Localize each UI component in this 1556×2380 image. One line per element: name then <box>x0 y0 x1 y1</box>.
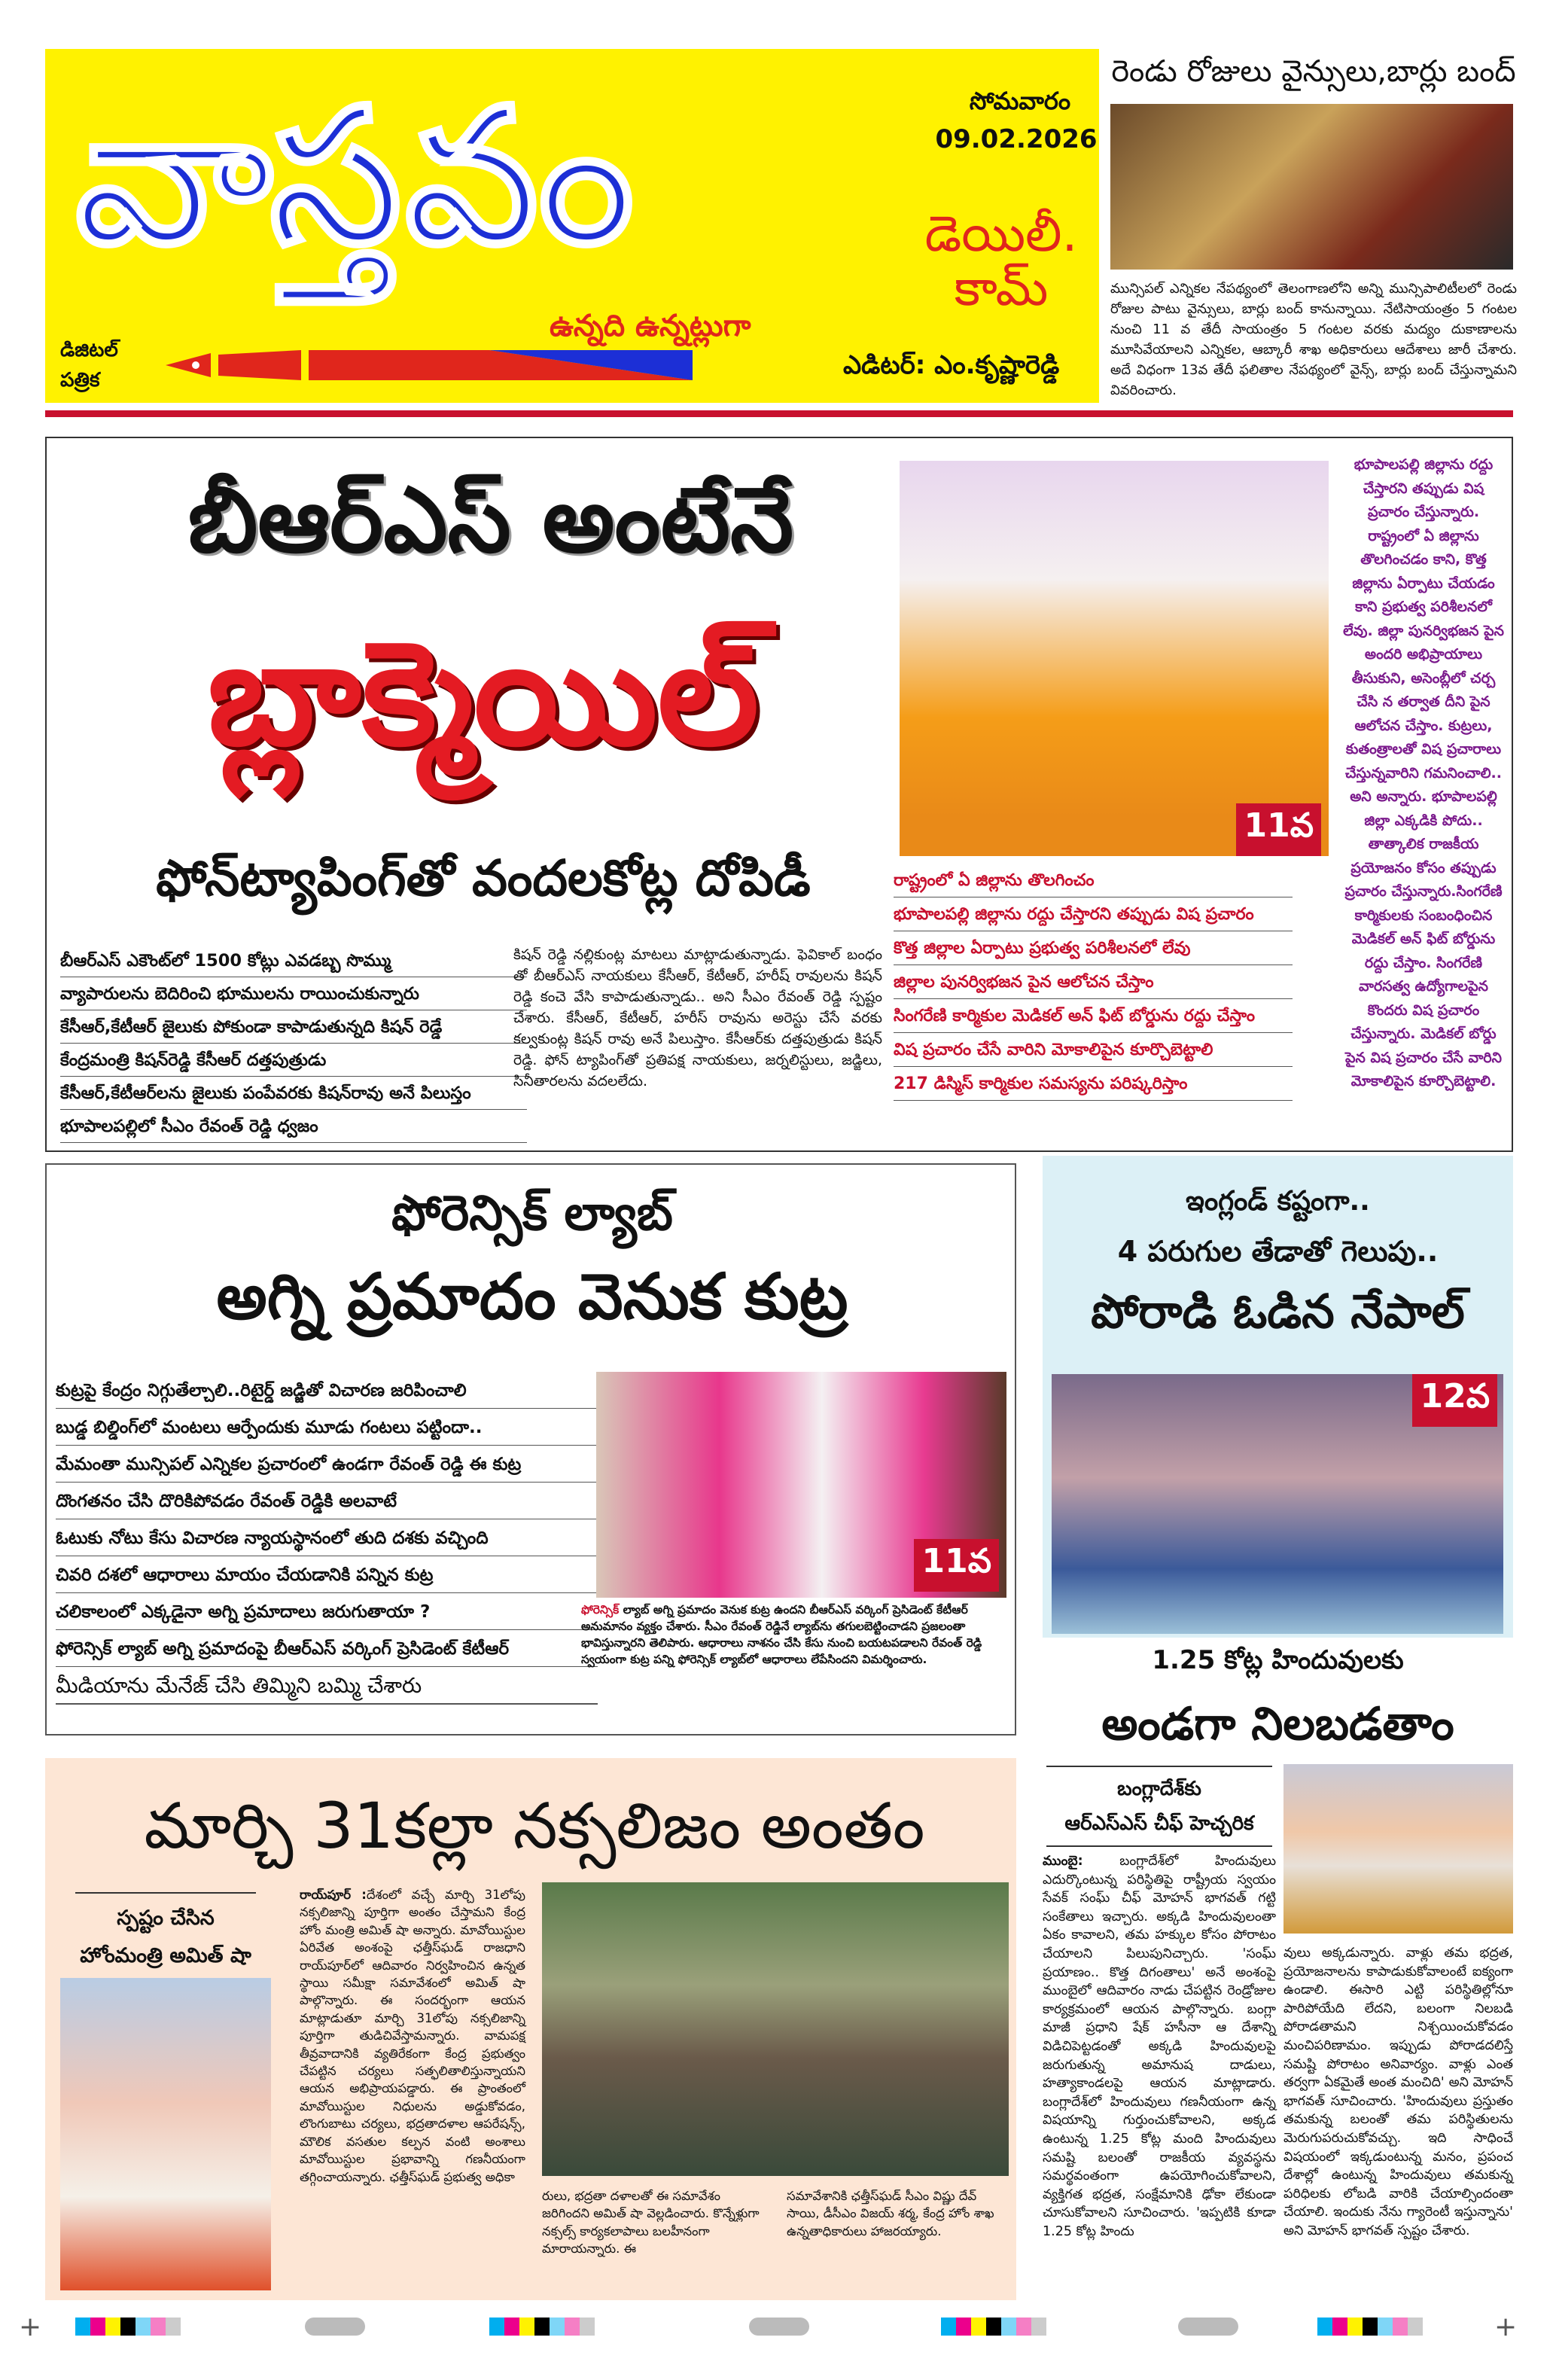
newspaper-logo: వాస్తవం <box>75 67 638 286</box>
lead-subhead: ఫోన్‌ట్యాపింగ్‌తో వందలకోట్ల దోపిడీ <box>156 849 811 907</box>
caption-lead: ఫోరెన్సిక్ <box>581 1603 620 1617</box>
naxal-story <box>45 1758 1016 2300</box>
lead-headline-2: బ్లాక్మెయిల్ <box>207 611 760 777</box>
cricket-headline-1: ఇంగ్లండ్ కష్టంగా.. <box>1186 1186 1370 1217</box>
rss-body-col-1 <box>1043 1852 1276 2241</box>
list-item: జిల్లాల పునర్విభజన పైన ఆలోచన చేస్తాం <box>894 965 1293 999</box>
page-badge: 12వ <box>1412 1374 1497 1427</box>
list-item: రాష్ట్రంలో ఏ జిల్లాను తొలగించం <box>894 864 1293 897</box>
forensic-headline-1: ఫోరెన్సిక్ ల్యాబ్ <box>391 1186 673 1242</box>
forensic-headline-2: అగ్ని ప్రమాదం వెనుక కుట్ర <box>216 1260 848 1333</box>
security-forces-photo <box>542 1882 1009 2176</box>
page-badge: 11వ <box>914 1539 999 1592</box>
mohan-bhagwat-photo <box>1283 1764 1513 1934</box>
body-text: దేశంలో వచ్చే మార్చి 31లోపు నక్సలిజాన్ని పూర్తిగా అంతం చేస్తామని కేంద్ర హోం మంత్రి అమిత్ షా అన్నారు. మావోయిస్టుల ఏరివేత అంశంపై ఛత్తీస్‌ఘడ్ రాజధాని రాయ్‌పూర్‌లో ఆదివారం నిర్వహించిన ఉన్నత స్థాయి సమీక్షా సమావేశంలో అమిత్ షా పాల్గొన్నారు. ఈ సందర్భంగా ఆయన మాట్లాడుతూ మార్చి 31లోపు నక్సలిజాన్ని పూర్తిగా తుడిచివేస్తామన్నారు. వామపక్ష తీవ్రవాదానికి వ్యతిరేకంగా కేంద్ర ప్రభుత్వం చేపట్టిన చర్యలు సత్ఫలితాలిస్తున్నాయని ఆయన అభిప్రాయపడ్డారు. ఈ ప్రాంతంలో మావోయిస్టుల నిధులను అడ్డుకోవడం, లొంగుబాటు చర్యలు, భద్రతాదళాల ఆపరేషన్స్, మౌలిక వసతుల కల్పన వంటి అంశాలు మావోయిస్టుల ప్రభావాన్ని గణనీయంగా తగ్గించాయన్నారు. ఛత్తీస్‌ఘడ్ ప్రభుత్వ అధికా <box>300 1888 526 2184</box>
list-item: మీడియాను మేనేజ్ చేసి తిమ్మిని బమ్మి చేశారు <box>56 1667 598 1705</box>
masthead <box>45 49 1099 403</box>
body-text: బంగ్లాదేశ్‌లో హిందువులు ఎదుర్కొంటున్న పరిస్థితిపై రాష్ట్రీయ స్వయం సేవక్ సంఘ్ చీఫ్ మోహన్ భాగవత్ గట్టి సంకేతాలు ఇచ్చారు. అక్కడి హిందువులంతా ఏకం కావాలని, తమ హక్కుల కోసం పోరాటం చేయాలని పిలుపునిచ్చారు. 'సంఘ్ ప్రయాణం.. కొత్త దిగంతాలు' అనే అంశంపై ముంబైలో ఆదివారం నాడు చేపట్టిన రెండ్రోజుల కార్యక్రమంలో ఆయన పాల్గొన్నారు. బంగ్లా మాజీ ప్రధాని షేక్ హసీనా ఆ దేశాన్ని విడిచిపెట్టడంతో అక్కడి హిందువులపై జరుగుతున్న అమానుష దాడులు, హత్యాకాండలపై ఆయన మాట్లాడారు. బంగ్లాదేశ్‌లో హిందువులు గణనీయంగా ఉన్న విషయాన్ని గుర్తుంచుకోవాలని, అక్కడ ఉంటున్న 1.25 కోట్ల మంది హిందువులు సమష్టి బలంతో రాజకీయ వ్యవస్థను సమర్థవంతంగా ఉపయోగించుకోవాలని, వ్యక్తిగత భద్రత, సంక్షేమానికి ఢోకా లేకుండా చూసుకోవాలని సూచించారు. 'ఇప్పటికి కూడా 1.25 కోట్ల హిందు <box>1043 1854 1276 2239</box>
lead-sidebar-text: భూపాలపల్లి జిల్లాను రద్దు చేస్తారని తప్పుడు విష ప్రచారం చేస్తున్నారు. రాష్ట్రంలో ఏ జిల్లాను తొలగించడం కాని, కొత్త జిల్లాను ఏర్పాటు చేయడం కాని ప్రభుత్వ పరిశీలనలో లేవు. జిల్లా పునర్విభజన పైన అందరి అభిప్రాయాలు తీసుకుని, అసెంబ్లీలో చర్చ చేసి న తర్వాత దీని పైన ఆలోచన చేస్తాం. కుట్రలు, కుతంత్రాలతో విష ప్రచారాలు చేస్తున్నవారిని గమనించాలి.. అని అన్నారు. భూపాలపల్లి జిల్లా ఎక్కడికి పోదు.. తాత్కాలిక రాజకీయ ప్రయోజనం కోసం తప్పుడు ప్రచారం చేస్తున్నారు.సింగరేణి కార్మికులకు సంబంధించిన మెడికల్ అన్ ఫిట్ బోర్డును రద్దు చేస్తాం. సింగరేణి వారసత్వ ఉద్యోగాలపైన కొందరు విష ప్రచారం చేస్తున్నారు. మెడికల్ బోర్డు పైన విష ప్రచారం చేసే వారిని మోకాలిపైన కూర్చొబెట్టాలి. <box>1343 456 1504 1089</box>
color-bar <box>75 2318 181 2336</box>
lead-red-bullets <box>894 864 1293 1101</box>
liquor-bottles-photo <box>1110 104 1513 270</box>
list-item: కొత్త జిల్లాల ఏర్పాటు ప్రభుత్వ పరిశీలనలో లేవు <box>894 931 1293 965</box>
rss-headline-2: అండగా నిలబడతాం <box>1101 1698 1454 1751</box>
list-item: భూపాలపల్లిలో సీఎం రేవంత్ రెడ్డి ధ్వజం <box>60 1110 527 1143</box>
color-bar <box>1317 2318 1423 2336</box>
website-label: డెయిలీ. కామ్ <box>924 205 1078 317</box>
list-item: వ్యాపారులను బెదిరించి భూములను రాయించుకున్నారు <box>60 977 527 1010</box>
dateline: రాయ్‌పూర్ : <box>300 1888 367 1902</box>
page-badge: 11వ <box>1236 803 1321 856</box>
rss-body-col-2: వులు అక్కడున్నారు. వాళ్లు తమ భద్రత, ప్రయోజనాలను కాపాడుకుకోవాలంటే ఐక్యంగా ఉండాలి. ఈసారి ఎట్టి పరిస్థితిల్లోనూ పారిపోయేది లేదని, బలంగా నిలబడి పోరాడతామని నిశ్చయించుకోవడం మంచిపరిణామం. ఇప్పుడు పోరాడదలిస్తే సమష్టి పోరాటం అనివార్యం. వాళ్లు ఎంత తర్వగా ఏకమైతే అంత మంచిది' అని మోహన్ భాగవత్ సూచించారు. 'హిందువులు ప్రస్తుతం తమకున్న బలంతో తమ పరిస్థితులను మెరుగుపరుచుకోవచ్చు. ఇది సాధించే విషయంలో ఇక్కడుంటున్న మనం, ప్రపంచ దేశాల్లో ఉంటున్న హిందువులు తమకున్న పరిధిలకు లోబడి వారికి చేయాల్సిందంతా చేయాలి. ఇందుకు నేను గ్యారెంటీ ఇస్తున్నాను' అని మోహన్ భాగవత్ స్పష్టం చేశారు. <box>1283 1946 1513 2238</box>
lead-headline-1: బీఆర్ఎస్ అంటేనే <box>187 468 794 573</box>
digital-paper-label: డిజిటల్ పత్రిక <box>60 339 118 392</box>
naxal-body <box>300 1886 525 2186</box>
weekday: సోమవారం <box>969 87 1071 115</box>
registration-mark-icon: + <box>1494 2311 1518 2342</box>
cm-rally-photo <box>900 461 1329 856</box>
cricket-headline-2: 4 పరుగుల తేడాతో గెలుపు.. <box>1117 1235 1439 1268</box>
lead-bullets <box>60 944 527 1143</box>
cricket-headline-3: పోరాడి ఓడిన నేపాల్ <box>1091 1284 1465 1339</box>
rss-sub-1: బంగ్లాదేశ్‌కు <box>1117 1778 1201 1800</box>
liquor-ban-headline: రెండు రోజులు వైన్సులు,బార్లు బంద్ <box>1111 54 1516 89</box>
rss-subhead <box>1046 1766 1272 1847</box>
list-item: కేసీఆర్,కేటీఆర్‌లను జైలుకు పంపేవరకు కిషన్‌రావు అనే పిలుస్తం <box>60 1077 527 1110</box>
naxal-sub-2: హోంమంత్రి అమిత్ షా <box>80 1944 251 1967</box>
registration-pill <box>749 2318 809 2336</box>
lead-body: కిషన్ రెడ్డి నల్లికుంట్ల మాటలు మాట్లాడుతున్నాడు. ఫెవికాల్ బంధం తో బీఆర్ఎస్ నాయకులు కేసీఆర్, కేటీఆర్, హరీష్ రావులను కిషన్ రెడ్డి కంచె వేసి కాపాడుతున్నాడు.. అని సీఎం రేవంత్ రెడ్డి స్పష్టం చేశారు. కేసీఆర్, కేటీఆర్, హరీస్ రావును అరెస్టు చేసే వరకు కల్వకుంట్ల కిషన్ రావు అనే పిలుస్తాం. కేసీఆర్‌కు దత్తపుత్రుడు కిషన్ రెడ్డి. ఫోన్ ట్యాపింగ్‌తో ప్రతిపక్ష నాయకులు, జర్నలిస్టులు, జడ్జిలు, సినీతారలను వదలలేదు. <box>513 946 882 1089</box>
list-item: చలికాలంలో ఎక్కడైనా అగ్ని ప్రమాదాలు జరుగుతాయా ? <box>56 1593 598 1630</box>
list-item: కేసీఆర్,కేటీఆర్ జైలుకు పోకుండా కాపాడుతున్నది కిషన్ రెడ్డే <box>60 1010 527 1044</box>
naxal-body-cont-2: సమావేశానికి ఛత్తీస్‌ఘడ్ సీఎం విష్ణు దేవ్ సాయి, డీసీఎం విజయ్ శర్మ, కేంద్ర హోం శాఖ ఉన్నతాధికారులు హాజరయ్యారు. <box>787 2189 994 2238</box>
rss-sub-2: ఆర్ఎస్ఎస్ చీఫ్ హెచ్చరిక <box>1064 1812 1254 1835</box>
caption-text: ల్యాబ్ అగ్ని ప్రమాదం వెనుక కుట్ర ఉందని బీఆర్ఎస్ వర్కింగ్ ప్రెసిడెంట్ కేటీఆర్ అనుమానం వ్యక్తం చేశారు. సీఎం రేవంత్ రెడ్డినే ల్యాబ్‌ను తగులబెట్టించాడని ప్రజలంతా భావిస్తున్నారని తెలిపారు. ఆధారాలు నాశనం చేసి కేసు నుంచి బయటపడాలని రేవంత్ రెడ్డి స్వయంగా కుట్ర పన్ని ఫోరెన్సిక్ ల్యాబ్‌లో ఆధారాలు లేపేసిందని విమర్శించారు. <box>581 1603 982 1666</box>
list-item: కేంద్రమంత్రి కిషన్‌రెడ్డి కేసీఆర్ దత్తపుత్రుడు <box>60 1044 527 1077</box>
list-item: బీఆర్ఎస్ ఎకౌంట్‌లో 1500 కోట్లు ఎవడబ్బ సొమ్ము <box>60 944 527 977</box>
cricket-players-photo <box>1052 1374 1503 1634</box>
naxal-body-cont-1: రులు, భద్రతా దళాలతో ఈ సమావేశం జరిగిందని అమిత్ షా వెల్లడించారు. కొన్నేళ్లుగా నక్సల్స్ కార్యకలాపాలు బలహీనంగా మారాయన్నారు. ఈ <box>542 2189 760 2257</box>
list-item: భూపాలపల్లి జిల్లాను రద్దు చేస్తారని తప్పుడు విష ప్రచారం <box>894 897 1293 931</box>
naxal-sub-1: స్పష్టం చేసిన <box>117 1906 215 1930</box>
tagline: ఉన్నది ఉన్నట్లుగా <box>550 309 751 343</box>
amit-shah-photo <box>60 1978 271 2290</box>
list-item: ఫోరెన్సిక్ ల్యాబ్ అగ్ని ప్రమాదంపై బీఆర్ఎస్ వర్కింగ్ ప్రెసిడెంట్ కేటీఆర్ <box>56 1630 598 1667</box>
naxal-headline: మార్చి 31కల్లా నక్సలిజం అంతం <box>144 1789 925 1863</box>
cricket-story <box>1043 1156 1513 1638</box>
liquor-ban-body: మున్సిపల్ ఎన్నికల నేపథ్యంలో తెలంగాణలోని అన్ని మున్సిపాలిటీలలో రెండు రోజుల పాటు వైన్సులు, బార్లు బంద్ కానున్నాయి. నేటిసాయంత్రం 5 గంటల నుంచి 11 వ తేదీ సాయంత్రం 5 గంటల వరకు మద్యం దుకాణాలను మూసివేయాలని ఎన్నికల, ఆబ్కారీ శాఖ అధికారులు ఆదేశాలు జారీ చేశారు. అదే విధంగా 13వ తేదీ ఫలితాల నేపథ్యంలో వైన్స్, బార్లు బంద్ చేస్తున్నామని వివరించారు. <box>1110 281 1517 398</box>
list-item: బుడ్డ బిల్డింగ్‌లో మంటలు ఆర్పేందుకు మూడు గంటలు పట్టిందా.. <box>56 1409 598 1446</box>
forensic-caption <box>581 1601 1010 1668</box>
list-item: 217 డిస్మిస్ కార్మికుల సమస్యను పరిష్కరిస్తాం <box>894 1067 1293 1101</box>
editor-credit: ఎడిటర్: ఎం.కృష్ణారెడ్డి <box>843 350 1060 380</box>
naxal-subhead <box>75 1892 256 1982</box>
lead-story <box>45 437 1513 1152</box>
forensic-bullets <box>56 1372 598 1705</box>
list-item: చివరి దశలో ఆధారాలు మాయం చేయడానికి పన్నిన కుట్ర <box>56 1556 598 1593</box>
ktr-press-meet-photo <box>596 1372 1006 1598</box>
color-bar <box>489 2318 595 2336</box>
issue-date: 09.02.2026 <box>935 124 1098 154</box>
forensic-story <box>45 1163 1016 1735</box>
list-item: దొంగతనం చేసి దొరికిపోవడం రేవంత్ రెడ్డికి అలవాటే <box>56 1483 598 1519</box>
list-item: సింగరేణి కార్మికుల మెడికల్ అన్ ఫిట్ బోర్డును రద్దు చేస్తాం <box>894 999 1293 1033</box>
list-item: మేమంతా మున్సిపల్ ఎన్నికల ప్రచారంలో ఉండగా రేవంత్ రెడ్డి ఈ కుట్ర <box>56 1446 598 1483</box>
rss-headline-1: 1.25 కోట్ల హిందువులకు <box>1152 1645 1404 1675</box>
list-item: ఓటుకు నోటు కేసు విచారణ న్యాయస్థానంలో తుది దశకు వచ్చింది <box>56 1519 598 1556</box>
color-bar <box>941 2318 1046 2336</box>
registration-pill <box>1178 2318 1238 2336</box>
list-item: విష ప్రచారం చేసే వారిని మోకాలిపైన కూర్చొబెట్టాలి <box>894 1033 1293 1067</box>
pen-nib-icon <box>166 350 693 380</box>
dateline: ముంబై: <box>1043 1854 1083 1869</box>
list-item: కుట్రపై కేంద్రం నిగ్గుతేల్చాలి..రిటైర్డ్ జడ్జితో విచారణ జరిపించాలి <box>56 1372 598 1409</box>
registration-pill <box>305 2318 365 2336</box>
divider-rule <box>45 410 1513 417</box>
registration-mark-icon: + <box>19 2311 42 2342</box>
